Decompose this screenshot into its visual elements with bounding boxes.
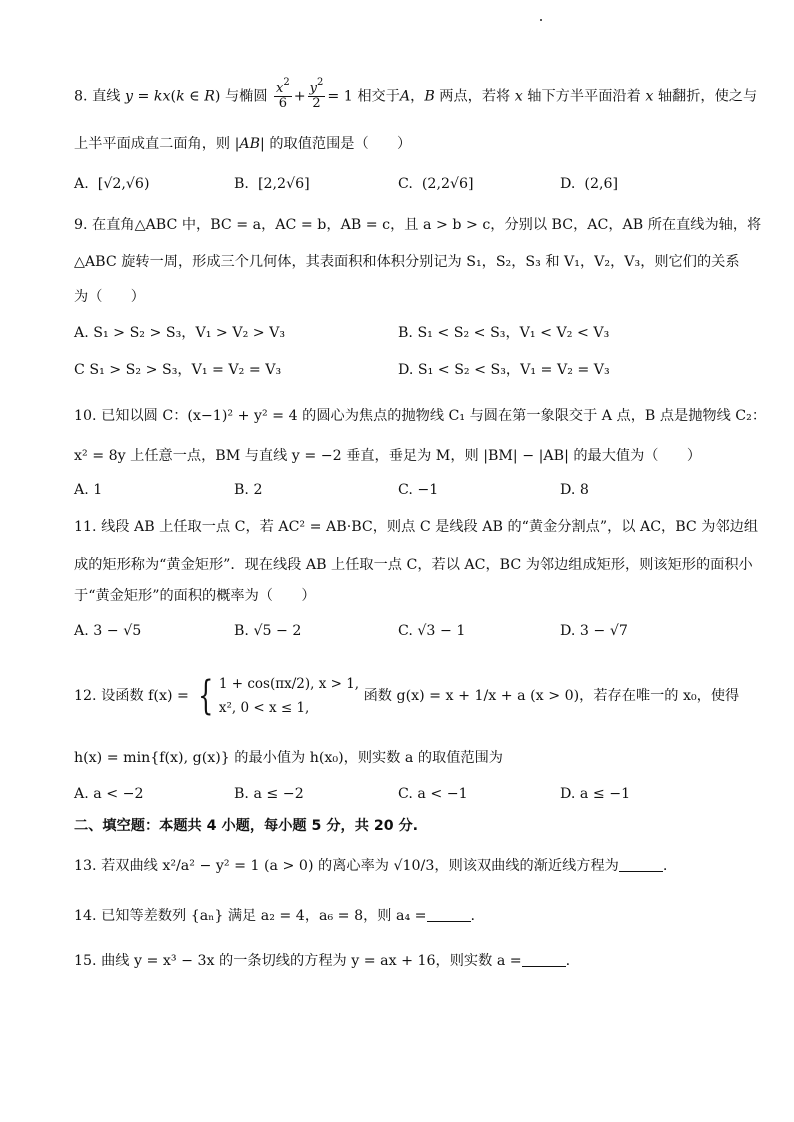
q8-option-d: D. (2,6] xyxy=(560,176,619,192)
q9-line2: △ABC 旋转一周，形成三个几何体，其表面积和体积分别记为 S₁，S₂，S₃ 和 V₁，V₂，V₃，则它们的关系 xyxy=(74,254,740,270)
q11-option-b: B. √5 − 2 xyxy=(234,623,302,639)
q11-option-c: C. √3 − 1 xyxy=(398,623,466,639)
q11-line3: 于“黄金矩形”的面积的概率为（ ） xyxy=(74,588,316,604)
q11-option-d: D. 3 − √7 xyxy=(560,623,628,639)
q8-option-b: B. [2,2√6] xyxy=(234,176,310,192)
q12-line1: 12. 设函数 f(x) = { 1 + cos(πx/2), x > 1, x², 0 < x ≤ 1, 函数 g(x) = x + 1/x + a (x > 0)，若存在唯一的 x₀，使得 xyxy=(74,673,740,719)
q9-option-a: A. S₁ > S₂ > S₃，V₁ > V₂ > V₃ xyxy=(74,325,286,341)
q14-line: 14. 已知等差数列 {aₙ} 满足 a₂ = 4，a₆ = 8，则 a₄ = . xyxy=(74,908,476,924)
page-dot xyxy=(540,19,542,21)
q12-brace: { xyxy=(198,673,214,719)
q10-option-a: A. 1 xyxy=(74,482,103,498)
q8-option-c: C. (2,2√6] xyxy=(398,176,474,192)
q9-line3: 为（ ） xyxy=(74,289,145,305)
q12-option-b: B. a ≤ −2 xyxy=(234,786,304,802)
q8-line1: 8. 直线 y = kx(k ∈ R) 与椭圆 $\frac{x^2}{6}$ + $\frac{y^2}{2}$ = 1 相交于A，B 两点，若将 x 轴下方半平面沿着 x 轴翻折，使之与 xyxy=(74,77,758,111)
q12-option-c: C. a < −1 xyxy=(398,786,468,802)
q9-line1: 9. 在直角△ABC 中，BC = a，AC = b，AB = c，且 a > b > c，分别以 BC，AC，AB 所在直线为轴，将 xyxy=(74,217,762,233)
q11-option-a: A. 3 − √5 xyxy=(74,623,142,639)
q12-option-d: D. a ≤ −1 xyxy=(560,786,631,802)
q13-line: 13. 若双曲线 x²/a² − y² = 1 (a > 0) 的离心率为 √10/3，则该双曲线的渐近线方程为 . xyxy=(74,858,668,874)
q11-line1: 11. 线段 AB 上任取一点 C，若 AC² = AB·BC，则点 C 是线段 AB 的“黄金分割点”，以 AC，BC 为邻边组 xyxy=(74,519,759,535)
q10-option-c: C. −1 xyxy=(398,482,439,498)
q15-line: 15. 曲线 y = x³ − 3x 的一条切线的方程为 y = ax + 16，则实数 a = . xyxy=(74,953,571,969)
q9-option-c: C S₁ > S₂ > S₃，V₁ = V₂ = V₃ xyxy=(74,362,282,378)
q15-blank[interactable] xyxy=(522,952,566,967)
q8-line2: 上半平面成直二面角，则 |AB| 的取值范围是（ ） xyxy=(74,136,412,152)
q9-option-b: B. S₁ < S₂ < S₃，V₁ < V₂ < V₃ xyxy=(398,325,610,341)
q8-option-a: A. [√2,√6) xyxy=(74,176,150,192)
q10-line1: 10. 已知以圆 C：(x−1)² + y² = 4 的圆心为焦点的抛物线 C₁ 与圆在第一象限交于 A 点，B 点是抛物线 C₂： xyxy=(74,408,767,424)
q12-option-a: A. a < −2 xyxy=(74,786,144,802)
q11-line2: 成的矩形称为“黄金矩形”．现在线段 AB 上任取一点 C，若以 AC，BC 为邻边组成矩形，则该矩形的面积小 xyxy=(74,557,753,573)
q10-option-b: B. 2 xyxy=(234,482,263,498)
q10-line2: x² = 8y 上任意一点，BM 与直线 y = −2 垂直，垂足为 M，则 |BM| − |AB| 的最大值为（ ） xyxy=(74,448,702,464)
q10-option-d: D. 8 xyxy=(560,482,589,498)
q12-line2: h(x) = min{f(x), g(x)} 的最小值为 h(x₀)，则实数 a 的取值范围为 xyxy=(74,750,503,766)
q12-piecewise: 1 + cos(πx/2), x > 1, x², 0 < x ≤ 1, xyxy=(218,676,360,716)
q14-blank[interactable] xyxy=(427,907,471,922)
q9-option-d: D. S₁ < S₂ < S₃，V₁ = V₂ = V₃ xyxy=(398,362,610,378)
q13-blank[interactable] xyxy=(619,857,663,872)
section-heading: 二、填空题：本题共 4 小题，每小题 5 分，共 20 分. xyxy=(74,818,419,834)
